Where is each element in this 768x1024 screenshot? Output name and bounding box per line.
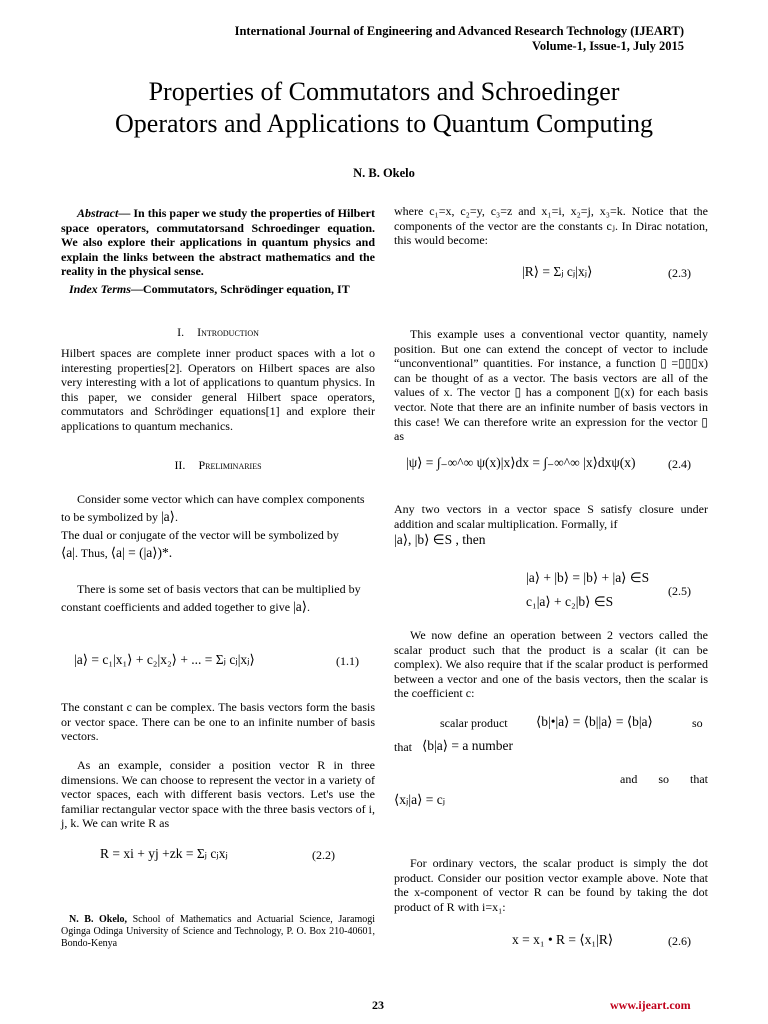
equation-number-2-5: (2.5) (668, 584, 691, 598)
footnote-affiliation: School of Mathematics and Actuarial Science, Jaramogi Oginga Odinga University of Science and Technology, P. O. Box 210-40601, Bondo-Kenya (61, 914, 375, 949)
prelim-p3: The constant c can be complex. The basis vectors form the basis or vector space. There can be one to an infinite number of basis vectors. (61, 700, 375, 744)
equation-number-2-2: (2.2) (312, 848, 335, 862)
footnote-author-name: N. B. Okelo, (69, 914, 128, 925)
right-p2: This example uses a conventional vector quantity, namely position. But one can extend the concept of vector to include “unconventional” quantities. For instance, a function ▯ =▯▯▯x) can be thought of as a vector. The basis vectors are all of the values of x. The vector ▯ has a component ▯(x) for each basis vector. Note that there are an infinite number of basis vectors in this case! We can therefore write an expression for the vector ▯ as (394, 327, 708, 444)
prelim-p2-line1: There is some set of basis vectors that can be multiplied by (77, 582, 361, 596)
section-number: I. (177, 325, 185, 339)
right-p1: where c₁=x, c₂=y, c₃=z and x₁=i, x₂=j, x₃=k. Notice that the components of the vector are the constants cⱼ. In Dirac notation, this would become: (394, 204, 708, 248)
equation-number-2-6: (2.6) (668, 934, 691, 948)
right-p3: Any two vectors in a vector space S satisfy closure under addition and scalar multiplication. Formally, if (394, 502, 708, 531)
section-title: Preliminaries (198, 458, 262, 472)
intro-paragraph: Hilbert spaces are complete inner product spaces with a lot o interesting properties[2]. Operators on Hilbert spaces are also very interesting with a lot of applications to quantum physics. In this paper, we consider general Hilbert space operators, commutators and Schrödinger equations[1] and explore their applications to quantum mechanics. (61, 346, 375, 433)
text: constant coefficients and added together to give (61, 600, 291, 614)
paper-author: N. B. Okelo (353, 166, 415, 180)
scalar-number-equation: ⟨b|a⟩ = a number (422, 738, 513, 753)
bra-a-expression: ⟨a| (61, 545, 75, 560)
equation-2-5a: |a⟩ + |b⟩ = |b⟩ + |a⟩ ∈S (526, 570, 650, 585)
and-so-that-label: and so that (620, 772, 708, 786)
right-p4: We now define an operation between 2 vectors called the scalar product such that the product is a scalar (it can be complex). We also require that if the scalar product is performed between a vector and one of the basis vectors, then the scalar is the coefficient c: (394, 628, 708, 701)
text: . Thus, (74, 546, 108, 560)
journal-volume: Volume-1, Issue-1, July 2015 (532, 39, 684, 53)
equation-2-4: |ψ⟩ = ∫₋∞^∞ ψ(x)|x⟩dx = ∫₋∞^∞ |x⟩dxψ(x) (406, 455, 636, 470)
equation-2-2: R = xi + yj +zk = Σⱼ cⱼxⱼ (100, 846, 228, 861)
equation-number-2-4: (2.4) (668, 457, 691, 471)
journal-name: International Journal of Engineering and Advanced Research Technology (IJEART) (234, 24, 684, 38)
title-line-2: Operators and Applications to Quantum Computing (115, 109, 653, 138)
scalar-product-label: scalar product (440, 716, 508, 730)
equation-2-6: x = x₁ • R = ⟨x₁|R⟩ (512, 932, 614, 947)
prelim-p1-line2: to be symbolized by |a⟩. (61, 509, 178, 524)
scalar-product-equation: ⟨b|•|a⟩ = ⟨b||a⟩ = ⟨b|a⟩ (536, 714, 653, 729)
ket-a-expression: |a⟩ (160, 509, 175, 524)
title-line-1: Properties of Commutators and Schroedinger (148, 77, 620, 106)
prelim-p1-line4 (61, 546, 375, 561)
section-heading-preliminaries (61, 458, 375, 473)
abstract-label: Abstract (77, 206, 119, 220)
that-label: that (394, 740, 412, 754)
conjugate-equation: ⟨a| = (|a⟩)*. (110, 545, 173, 560)
section-heading-introduction (61, 325, 375, 340)
paper-title (0, 76, 768, 140)
index-terms-text: —Commutators, Schrödinger equation, IT (130, 282, 350, 296)
index-terms (61, 282, 375, 297)
equation-number-2-3: (2.3) (668, 266, 691, 280)
ket-a-expression: |a⟩ (293, 599, 307, 614)
equation-1-1: |a⟩ = c₁|x₁⟩ + c₂|x₂⟩ + ... = Σⱼ cⱼ|xⱼ⟩ (74, 652, 255, 667)
equation-2-5b: c₁|a⟩ + c₂|b⟩ ∈S (526, 594, 614, 609)
index-terms-label: Index Terms (69, 282, 131, 296)
text: to be symbolized by (61, 510, 158, 524)
section-number: II. (174, 458, 186, 472)
prelim-p4: As an example, consider a position vector R in three dimensions. We can choose to represent the vector in a variety of vector spaces, each with different basis vectors. Let's use the familiar rectangular vector space with the three basis vectors of i, j, k. We can write R as (61, 758, 375, 831)
page-number: 23 (372, 998, 384, 1012)
prelim-p1-line3: The dual or conjugate of the vector will be symbolized by (61, 528, 339, 542)
abstract-text: — In this paper we study the properties of Hilbert space operators, commutatorsand Schroedinger equation. We also explore their applications in quantum physics and explain the links between the abstract mathematics and the reality in the physical sense. (61, 206, 375, 279)
equation-2-3: |R⟩ = Σⱼ cⱼ|xⱼ⟩ (522, 264, 593, 279)
scalar-product-so: so (692, 716, 703, 730)
closure-condition: |a⟩, |b⟩ ∈S , then (394, 532, 486, 547)
journal-header (235, 24, 684, 54)
right-p5: For ordinary vectors, the scalar product is simply the dot product. Consider our position vector example above. Note that the x-component of vector R can be found by taking the dot product of R with i=x₁: (394, 856, 708, 914)
coefficient-equation: ⟨xⱼ|a⟩ = cⱼ (394, 792, 446, 807)
abstract (61, 206, 375, 279)
journal-url[interactable]: www.ijeart.com (610, 998, 691, 1012)
author-footnote (61, 914, 375, 950)
equation-number-1-1: (1.1) (336, 654, 359, 668)
right-p3-cont (394, 533, 708, 548)
prelim-p1-line1: Consider some vector which can have complex components (77, 492, 365, 506)
section-title: Introduction (197, 325, 259, 339)
prelim-p2-line2: constant coefficients and added together to give |a⟩. (61, 599, 310, 614)
